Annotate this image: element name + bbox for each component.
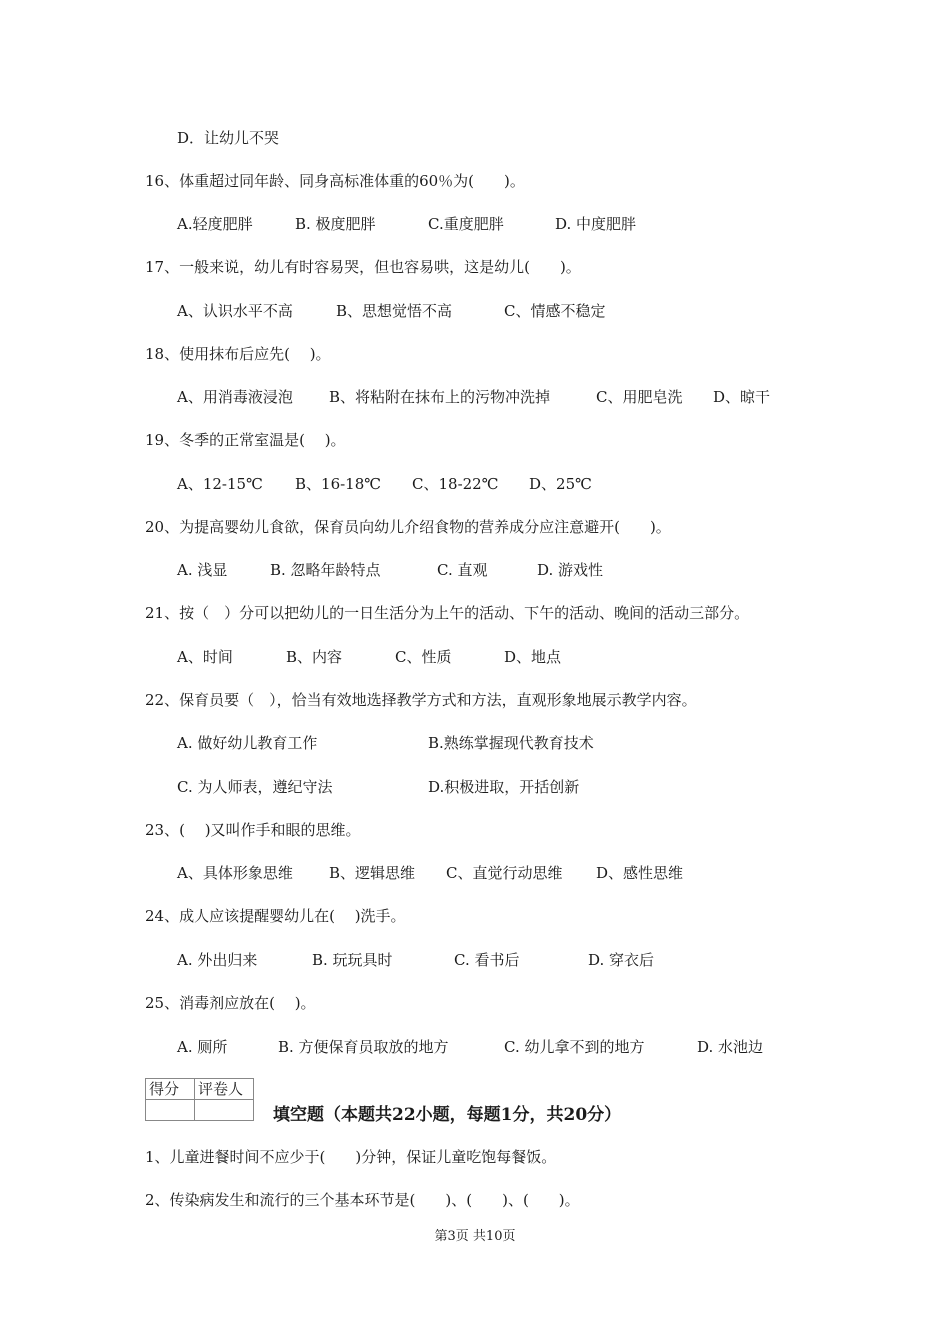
q22-option-c: C. 为人师表，遵纪守法 (177, 778, 333, 796)
q21-option-a: A、时间 (177, 648, 233, 666)
q15-option-d: D．让幼儿不哭 (177, 129, 280, 147)
q24-option-a: A. 外出归来 (177, 951, 258, 969)
score-cell (146, 1100, 195, 1121)
q17-option-b: B、思想觉悟不高 (336, 302, 453, 320)
q22-stem: 22、保育员要（ ），恰当有效地选择教学方式和方法，直观形象地展示教学内容。 (145, 691, 697, 709)
q24-stem: 24、成人应该提醒婴幼儿在( )洗手。 (145, 907, 406, 925)
q17-option-c: C、情感不稳定 (504, 302, 606, 320)
q23-option-c: C、直觉行动思维 (446, 864, 563, 882)
q18-option-c: C、用肥皂洗 (596, 388, 683, 406)
q18-option-d: D、晾干 (713, 388, 771, 406)
score-table (145, 1078, 254, 1121)
q21-stem: 21、按（ ）分可以把幼儿的一日生活分为上午的活动、下午的活动、晚间的活动三部分。 (145, 604, 750, 622)
q24-option-d: D. 穿衣后 (588, 951, 655, 969)
q20-stem: 20、为提高婴幼儿食欲，保育员向幼儿介绍食物的营养成分应注意避开( )。 (145, 518, 671, 536)
q21-option-b: B、内容 (286, 648, 343, 666)
q25-stem: 25、消毒剂应放在( )。 (145, 994, 316, 1012)
q20-option-a: A. 浅显 (177, 561, 228, 579)
fill-question-2: 2、传染病发生和流行的三个基本环节是( )、( )、( )。 (145, 1191, 580, 1209)
q20-option-c: C. 直观 (437, 561, 488, 579)
section-title: 填空题（本题共22小题，每题1分，共20分） (273, 1105, 622, 1125)
q23-option-d: D、感性思维 (596, 864, 684, 882)
fill-question-1: 1、儿童进餐时间不应少于( )分钟，保证儿童吃饱每餐饭。 (145, 1148, 557, 1166)
q25-option-a: A. 厕所 (177, 1038, 228, 1056)
q19-stem: 19、冬季的正常室温是( )。 (145, 431, 346, 449)
q16-option-a: A.轻度肥胖 (177, 215, 253, 233)
q20-option-b: B. 忽略年龄特点 (270, 561, 381, 579)
q19-option-c: C、18-22℃ (412, 475, 499, 493)
q25-option-b: B. 方便保育员取放的地方 (278, 1038, 449, 1056)
grader-label: 评卷人 (195, 1079, 254, 1100)
q22-option-d: D.积极进取，开括创新 (428, 778, 580, 796)
q21-option-d: D、地点 (504, 648, 562, 666)
page-footer: 第3页 共10页 (434, 1229, 516, 1244)
q18-stem: 18、使用抹布后应先( )。 (145, 345, 331, 363)
q23-option-a: A、具体形象思维 (177, 864, 293, 882)
q22-option-a: A. 做好幼儿教育工作 (177, 734, 318, 752)
q18-option-b: B、将粘附在抹布上的污物冲洗掉 (329, 388, 551, 406)
q18-option-a: A、用消毒液浸泡 (177, 388, 293, 406)
q17-stem: 17、一般来说，幼儿有时容易哭，但也容易哄，这是幼儿( )。 (145, 258, 581, 276)
q19-option-b: B、16-18℃ (295, 475, 382, 493)
q21-option-c: C、性质 (395, 648, 452, 666)
q23-stem: 23、( )又叫作手和眼的思维。 (145, 821, 361, 839)
q16-option-b: B. 极度肥胖 (295, 215, 376, 233)
q16-option-c: C.重度肥胖 (428, 215, 504, 233)
q17-option-a: A、认识水平不高 (177, 302, 293, 320)
q24-option-b: B. 玩玩具时 (312, 951, 393, 969)
q23-option-b: B、逻辑思维 (329, 864, 416, 882)
q25-option-d: D. 水池边 (697, 1038, 764, 1056)
q22-option-b: B.熟练掌握现代教育技术 (428, 734, 594, 752)
q19-option-d: D、25℃ (529, 475, 592, 493)
q20-option-d: D. 游戏性 (537, 561, 604, 579)
q16-stem: 16、体重超过同年龄、同身高标准体重的60％为( )。 (145, 172, 525, 190)
grader-cell (195, 1100, 254, 1121)
score-label: 得分 (146, 1079, 195, 1100)
q19-option-a: A、12-15℃ (177, 475, 263, 493)
q16-option-d: D. 中度肥胖 (555, 215, 637, 233)
q24-option-c: C. 看书后 (454, 951, 520, 969)
q25-option-c: C. 幼儿拿不到的地方 (504, 1038, 645, 1056)
